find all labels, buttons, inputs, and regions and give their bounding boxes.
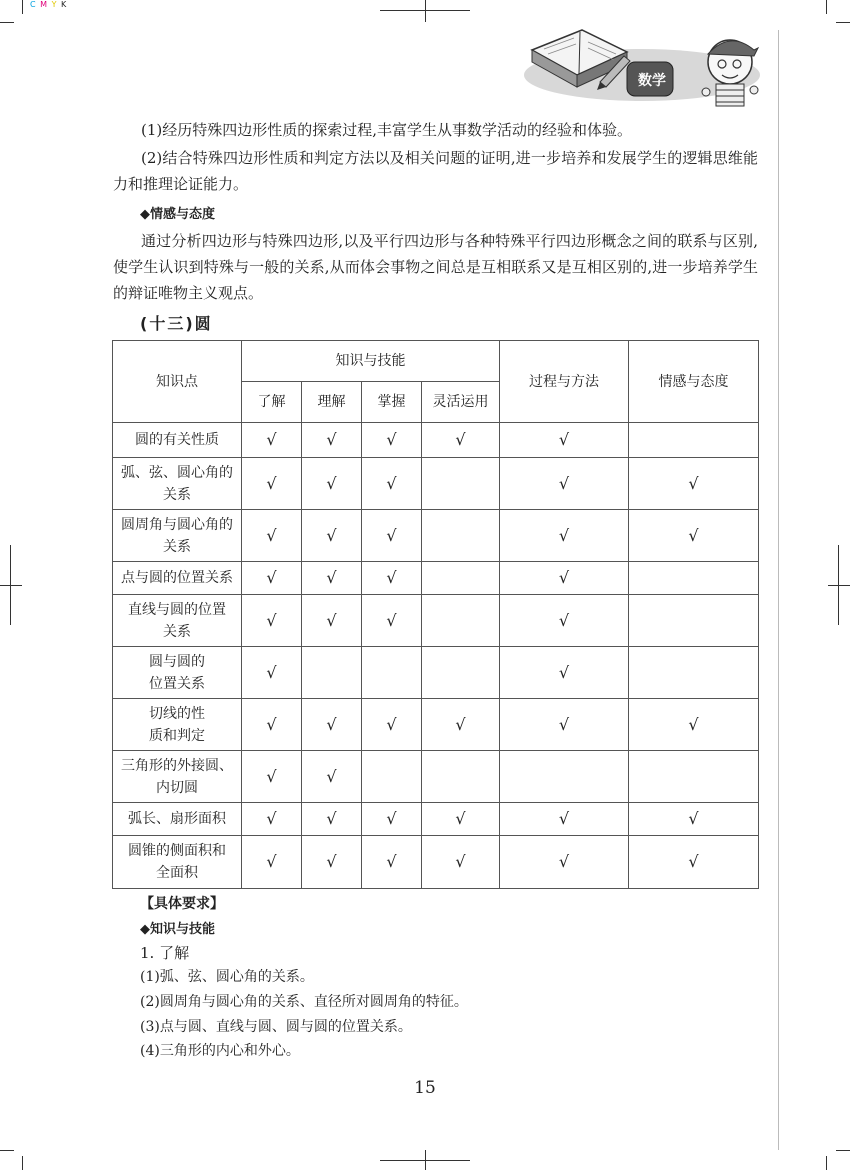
- check-cell: √: [362, 699, 422, 751]
- knowledge-point-cell: [113, 458, 242, 510]
- check-cell: [422, 510, 500, 562]
- requirements-item-3: (3)点与圆、直线与圆、圆与圆的位置关系。: [140, 1019, 412, 1035]
- check-cell: [422, 751, 500, 803]
- check-cell: √: [500, 699, 629, 751]
- check-cell: √: [362, 595, 422, 647]
- cmyk-marks: C M Y K: [30, 0, 68, 9]
- check-cell: √: [422, 803, 500, 836]
- table-row: [113, 699, 759, 751]
- page-number: 15: [414, 1078, 436, 1098]
- emotion-heading: ◆情感与态度: [140, 207, 215, 222]
- knowledge-point-cell: [113, 836, 242, 889]
- check-cell: [362, 751, 422, 803]
- check-cell: √: [629, 510, 759, 562]
- check-cell: √: [242, 510, 302, 562]
- check-cell: √: [422, 699, 500, 751]
- check-cell: √: [242, 423, 302, 458]
- check-cell: √: [302, 510, 362, 562]
- knowledge-point-line: 直线与圆的位置: [128, 601, 226, 618]
- check-cell: √: [302, 836, 362, 889]
- check-cell: √: [362, 510, 422, 562]
- crop-mark: [22, 1156, 23, 1170]
- trim-line: [778, 30, 779, 1150]
- knowledge-point-line: 圆周角与圆心角的: [121, 516, 233, 533]
- check-cell: √: [242, 647, 302, 699]
- check-cell: √: [302, 803, 362, 836]
- knowledge-point-cell: [113, 595, 242, 647]
- check-cell: √: [302, 699, 362, 751]
- knowledge-point-cell: [113, 751, 242, 803]
- knowledge-point-line: 关系: [163, 623, 191, 640]
- knowledge-point-line: 弧长、扇形面积: [128, 811, 226, 827]
- check-cell: √: [500, 647, 629, 699]
- check-cell: √: [500, 595, 629, 647]
- header-sub-apply: 灵活运用: [422, 382, 500, 423]
- table-row: [113, 595, 759, 647]
- check-cell: √: [302, 751, 362, 803]
- check-cell: √: [242, 803, 302, 836]
- knowledge-point-line: 关系: [163, 486, 191, 503]
- knowledge-table: [112, 340, 759, 889]
- table-row: [113, 647, 759, 699]
- table-row: [113, 458, 759, 510]
- crop-mark: [425, 1150, 426, 1170]
- crop-mark: [828, 585, 850, 586]
- knowledge-point-line: 切线的性: [149, 705, 205, 722]
- check-cell: √: [242, 595, 302, 647]
- check-cell: √: [302, 595, 362, 647]
- table-row: [113, 510, 759, 562]
- check-cell: √: [362, 836, 422, 889]
- header-process-method: 过程与方法: [500, 341, 629, 423]
- knowledge-point-cell: [113, 699, 242, 751]
- knowledge-point-line: 圆与圆的: [149, 653, 205, 670]
- check-cell: [362, 647, 422, 699]
- book-pencil-cartoon-icon: [522, 20, 772, 110]
- check-cell: [629, 562, 759, 595]
- header-sub-master: 掌握: [362, 382, 422, 423]
- check-cell: √: [629, 699, 759, 751]
- check-cell: √: [500, 562, 629, 595]
- requirements-sub-heading: ◆知识与技能: [140, 922, 215, 937]
- check-cell: [500, 751, 629, 803]
- check-cell: √: [362, 562, 422, 595]
- table-row: [113, 751, 759, 803]
- table-row: [113, 423, 759, 458]
- check-cell: [629, 647, 759, 699]
- header-knowledge-point: 知识点: [113, 341, 242, 423]
- knowledge-point-line: 弧、弦、圆心角的: [121, 464, 233, 481]
- section-title: (十三)圆: [140, 314, 213, 333]
- check-cell: √: [302, 562, 362, 595]
- knowledge-point-line: 位置关系: [149, 675, 205, 692]
- knowledge-point-cell: [113, 647, 242, 699]
- check-cell: √: [629, 836, 759, 889]
- header-logo: [522, 20, 772, 110]
- check-cell: √: [302, 458, 362, 510]
- check-cell: √: [500, 423, 629, 458]
- header-knowledge-skill: 知识与技能: [242, 341, 500, 382]
- knowledge-point-line: 关系: [163, 538, 191, 555]
- check-cell: [302, 647, 362, 699]
- table-row: [113, 836, 759, 889]
- logo-text: 数学: [638, 73, 666, 89]
- knowledge-point-line: 三角形的外接圆、: [121, 757, 233, 774]
- knowledge-point-line: 圆的有关性质: [135, 432, 219, 448]
- check-cell: √: [500, 836, 629, 889]
- check-cell: √: [242, 699, 302, 751]
- check-cell: √: [362, 803, 422, 836]
- check-cell: [629, 751, 759, 803]
- knowledge-point-line: 全面积: [156, 865, 198, 881]
- knowledge-point-line: 质和判定: [149, 727, 205, 744]
- check-cell: [629, 595, 759, 647]
- requirements-item-1: (1)弧、弦、圆心角的关系。: [140, 969, 314, 985]
- knowledge-point-cell: [113, 510, 242, 562]
- header-emotion-attitude: 情感与态度: [629, 341, 759, 423]
- knowledge-point-cell: [113, 803, 242, 836]
- check-cell: √: [242, 751, 302, 803]
- check-cell: [629, 423, 759, 458]
- crop-mark: [838, 545, 839, 625]
- table-row: [113, 562, 759, 595]
- requirements-item-2: (2)圆周角与圆心角的关系、直径所对圆周角的特征。: [140, 994, 468, 1010]
- requirements-item-4: (4)三角形的内心和外心。: [140, 1043, 300, 1059]
- requirements-heading: 【具体要求】: [140, 896, 224, 912]
- check-cell: [422, 595, 500, 647]
- check-cell: √: [422, 836, 500, 889]
- knowledge-point-cell: [113, 562, 242, 595]
- crop-mark: [826, 1156, 827, 1170]
- check-cell: √: [500, 803, 629, 836]
- intro-paragraph-1: (1)经历特殊四边形性质的探索过程,丰富学生从事数学活动的经验和体验。: [141, 121, 633, 139]
- table-row: [113, 803, 759, 836]
- crop-mark: [22, 0, 23, 14]
- check-cell: √: [242, 562, 302, 595]
- check-cell: √: [362, 423, 422, 458]
- knowledge-point-line: 内切圆: [156, 779, 198, 796]
- check-cell: √: [242, 836, 302, 889]
- crop-mark: [0, 1150, 14, 1151]
- check-cell: [422, 562, 500, 595]
- check-cell: √: [302, 423, 362, 458]
- crop-mark: [425, 0, 426, 22]
- check-cell: √: [500, 510, 629, 562]
- check-cell: √: [242, 458, 302, 510]
- check-cell: [422, 458, 500, 510]
- crop-mark: [0, 585, 22, 586]
- crop-mark: [0, 22, 14, 23]
- crop-mark: [836, 22, 850, 23]
- header-sub-understand: 了解: [242, 382, 302, 423]
- requirements-item-title: 1. 了解: [140, 944, 190, 962]
- crop-mark: [826, 0, 827, 14]
- knowledge-point-cell: [113, 423, 242, 458]
- check-cell: √: [500, 458, 629, 510]
- knowledge-point-line: 点与圆的位置关系: [121, 570, 233, 586]
- check-cell: √: [629, 458, 759, 510]
- check-cell: √: [422, 423, 500, 458]
- header-sub-comprehend: 理解: [302, 382, 362, 423]
- check-cell: √: [629, 803, 759, 836]
- check-cell: √: [362, 458, 422, 510]
- crop-mark: [836, 1150, 850, 1151]
- crop-mark: [10, 545, 11, 625]
- intro-paragraph-3: 通过分析四边形与特殊四边形,以及平行四边形与各种特殊平行四边形概念之间的联系与区别,使学生认识到特殊与一般的关系,从而体会事物之间总是互相联系又是互相区别的,进一步培养学生的辩证唯物主义观点。: [113, 232, 758, 302]
- intro-paragraph-2: (2)结合特殊四边形性质和判定方法以及相关问题的证明,进一步培养和发展学生的逻辑思维能力和推理论证能力。: [113, 149, 758, 193]
- knowledge-point-line: 圆锥的侧面积和: [128, 843, 226, 859]
- check-cell: [422, 647, 500, 699]
